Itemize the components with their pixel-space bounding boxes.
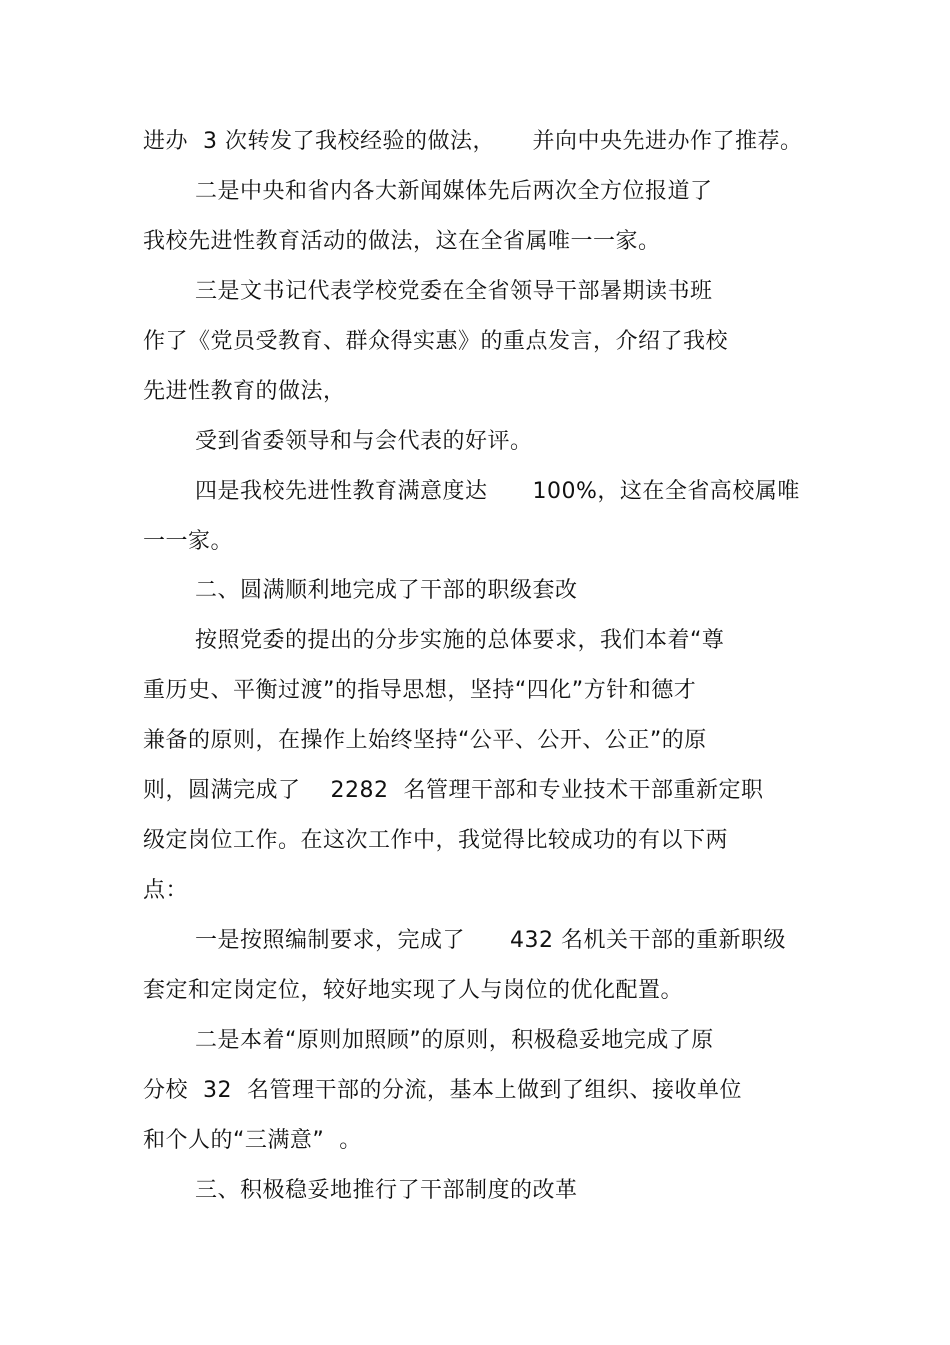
text-line: 分校 32 名管理干部的分流，基本上做到了组织、接收单位	[143, 1078, 742, 1103]
text-line: 四是我校先进性教育满意度达 100%，这在全省高校属唯	[195, 479, 800, 504]
text-line: 三是文书记代表学校党委在全省领导干部暑期读书班	[195, 279, 713, 304]
text-line: 二是中央和省内各大新闻媒体先后两次全方位报道了	[195, 179, 713, 204]
text-line: 先进性教育的做法，	[143, 379, 346, 404]
text-line: 受到省委领导和与会代表的好评。	[195, 429, 533, 454]
text-line: 我校先进性教育活动的做法，这在全省属唯一一家。	[143, 229, 661, 254]
text-line: 进办 3 次转发了我校经验的做法， 并向中央先进办作了推荐。	[143, 129, 803, 154]
text-line: 点：	[143, 878, 189, 903]
section-heading: 三、积极稳妥地推行了干部制度的改革	[195, 1178, 578, 1203]
text-line: 作了《党员受教育、群众得实惠》的重点发言，介绍了我校	[143, 329, 729, 354]
text-line: 则，圆满完成了 2282 名管理干部和专业技术干部重新定职	[143, 778, 764, 803]
text-line: 级定岗位工作。在这次工作中，我觉得比较成功的有以下两	[143, 828, 729, 853]
text-line: 重历史、平衡过渡”的指导思想，坚持“四化”方针和德才	[143, 678, 697, 703]
text-line: 兼备的原则，在操作上始终坚持“公平、公开、公正”的原	[143, 728, 707, 753]
text-line: 套定和定岗定位，较好地实现了人与岗位的优化配置。	[143, 978, 684, 1003]
text-line: 二是本着“原则加照顾”的原则，积极稳妥地完成了原	[195, 1028, 714, 1053]
text-line: 一是按照编制要求，完成了 432 名机关干部的重新职级	[195, 928, 786, 953]
text-line: 一一家。	[143, 529, 234, 554]
text-line: 和个人的“三满意” 。	[143, 1128, 362, 1153]
section-heading: 二、圆满顺利地完成了干部的职级套改	[195, 578, 578, 603]
text-line: 按照党委的提出的分步实施的总体要求，我们本着“尊	[195, 628, 725, 653]
